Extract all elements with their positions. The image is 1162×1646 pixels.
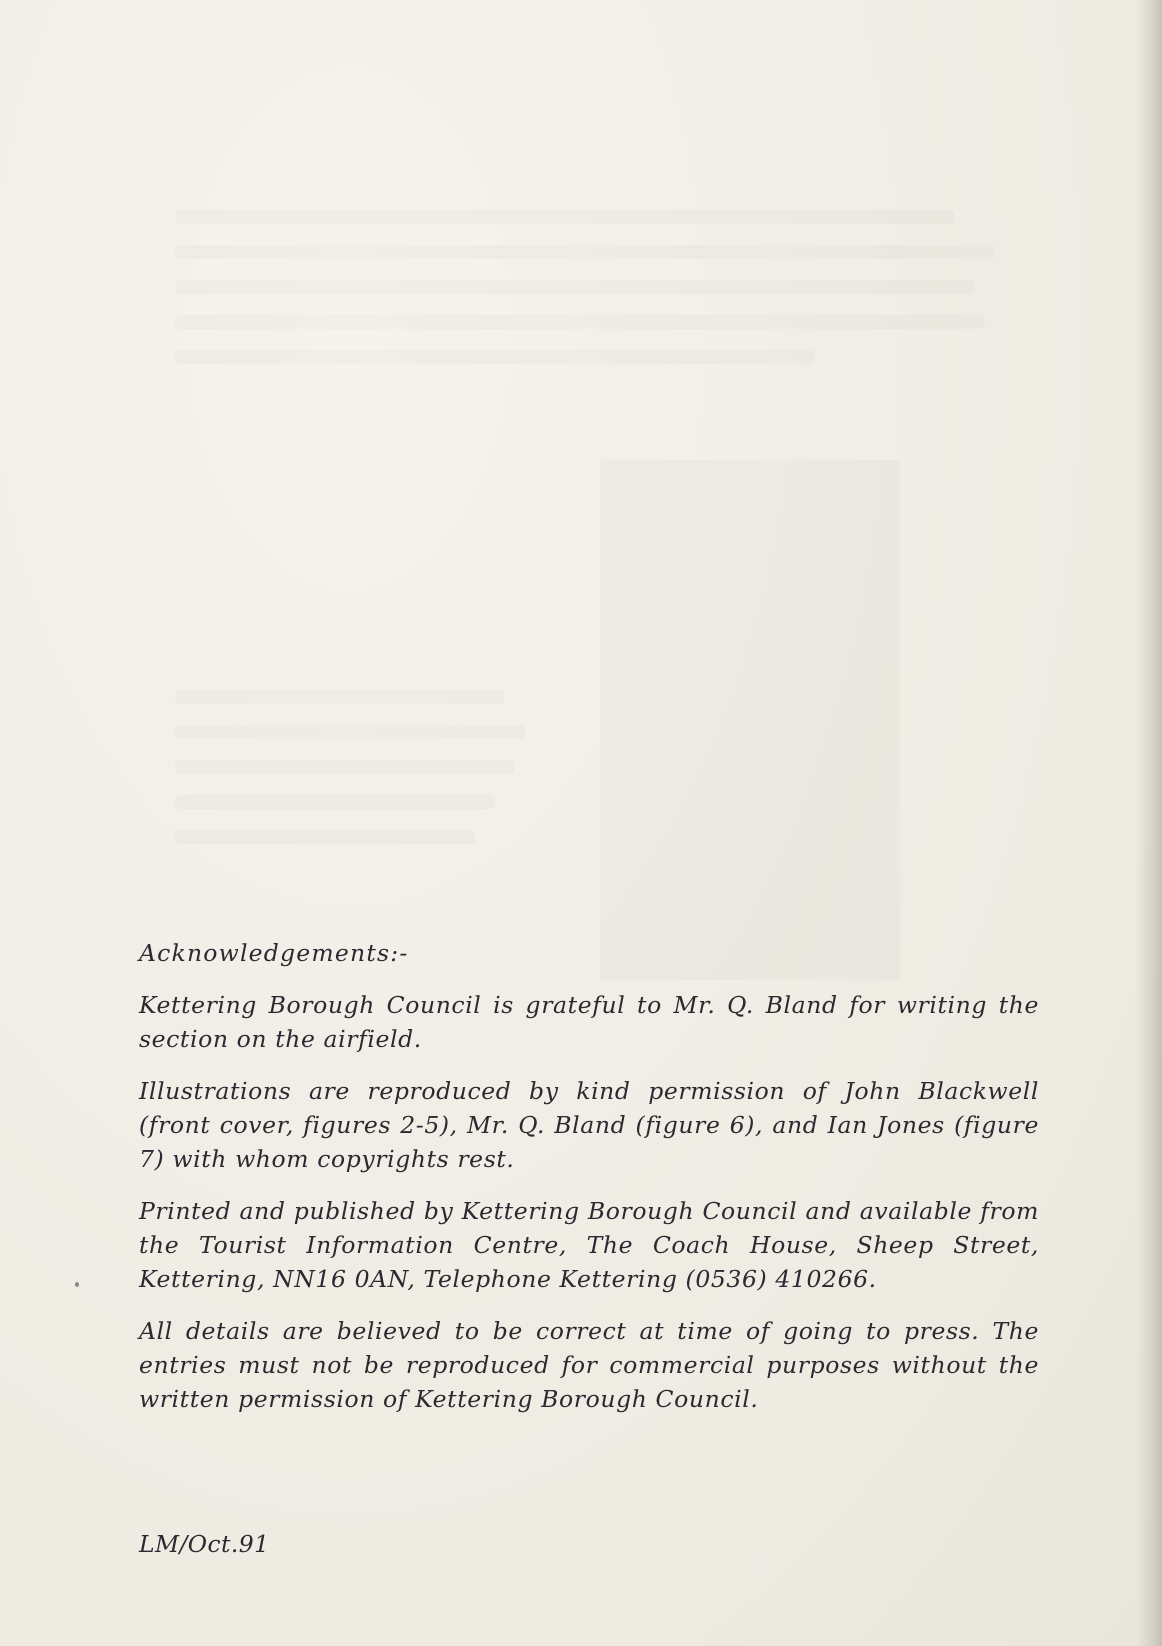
paragraph-publisher-info: Printed and published by Kettering Borough Council and available from the Tourist Information Centre, The Coach House, Sheep Street, Kettering, NN16 0AN, Telephone Kettering (0536) 410266. (139, 1197, 1039, 1293)
show-through-line (175, 795, 495, 809)
page-edge-shadow (1136, 0, 1162, 1646)
show-through-line (175, 725, 525, 739)
show-through-line (175, 315, 985, 329)
show-through-image (600, 460, 900, 980)
show-through-line (175, 830, 475, 844)
paper-speck (75, 1282, 79, 1287)
acknowledgements-heading: Acknowledgements:- (139, 939, 409, 967)
show-through-line (175, 280, 975, 294)
acknowledgements-section (139, 936, 1039, 1434)
paragraph-illustration-credits: Illustrations are reproduced by kind permission of John Blackwell (front cover, figures 2-5), Mr. Q. Bland (figure 6), and Ian Jones (figure 7) with whom copyrights rest. (139, 1077, 1039, 1173)
reference-code: LM/Oct.91 (139, 1530, 270, 1558)
paragraph-author-credit: Kettering Borough Council is grateful to Mr. Q. Bland for writing the section on the airfield. (139, 991, 1039, 1053)
show-through-line (175, 210, 955, 224)
show-through-line (175, 350, 815, 364)
show-through-line (175, 760, 515, 774)
paragraph-disclaimer: All details are believed to be correct at time of going to press. The entries must not be reproduced for commercial purposes without the written permission of Kettering Borough Council. (139, 1317, 1039, 1413)
show-through-line (175, 690, 505, 704)
show-through-line (175, 245, 995, 259)
